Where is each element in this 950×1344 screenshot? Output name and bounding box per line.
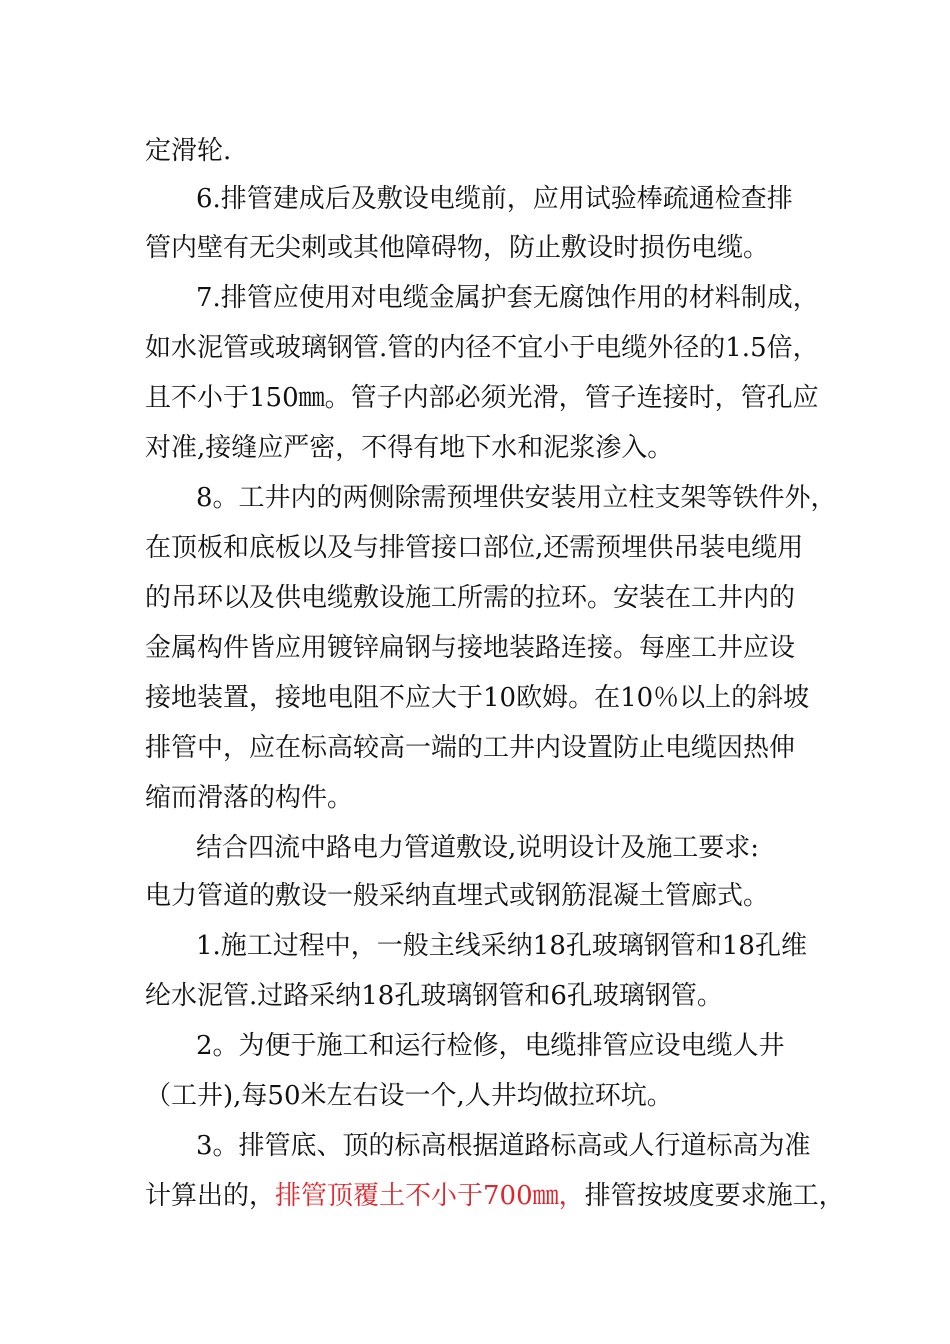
text-line-with-highlight [145,1176,950,1216]
text-line: 管内壁有无尖刺或其他障碍物，防止敷设时损伤电缆。 [145,233,770,263]
text-line: 金属构件皆应用镀锌扁钢与接地装路连接。每座工井应设 [145,633,796,663]
text-line: 如水泥管或玻璃钢管.管的内径不宜小于电缆外径的1.5倍， [145,333,819,363]
text-line: 排管中，应在标高较高一端的工井内设置防止电缆因热伸 [145,733,796,763]
text-line: 8。工井内的两侧除需预埋供安装用立柱支架等铁件外， [196,483,837,513]
text-line: 1.施工过程中，一般主线采纳18孔玻璃钢管和18孔维 [196,931,807,961]
text-line: （工井),每50米左右设一个,人井均做拉环坑。 [145,1081,673,1111]
text-line: 且不小于150㎜。管子内部必须光滑，管子连接时，管孔应 [145,383,819,413]
text-line: 的吊环以及供电缆敷设施工所需的拉环。安装在工井内的 [145,583,796,613]
text-line: 6.排管建成后及敷设电缆前，应用试验棒疏通检查排 [196,184,793,214]
text-line: 结合四流中路电力管道敷设,说明设计及施工要求: [196,833,760,863]
text-line: 2。为便于施工和运行检修，电缆排管应设电缆人井 [196,1031,785,1061]
text-segment: 计算出的， [145,1181,276,1211]
text-line: 在顶板和底板以及与排管接口部位,还需预埋供吊装电缆用 [145,533,804,563]
text-line: 接地装置，接地电阻不应大于10欧姆。在10％以上的斜坡 [145,683,810,713]
text-line: 对准,接缝应严密，不得有地下水和泥浆渗入。 [145,433,674,463]
text-line: 电力管道的敷设一般采纳直埋式或钢筋混凝土管廊式。 [145,881,770,911]
text-line: 纶水泥管.过路采纳18孔玻璃钢管和6孔玻璃钢管。 [145,981,723,1011]
text-line: 7.排管应使用对电缆金属护套无腐蚀作用的材料制成， [196,283,819,313]
text-line: 定滑轮. [145,136,232,166]
text-segment: 排管按坡度要求施工， [584,1181,845,1211]
text-line: 缩而滑落的构件。 [145,783,354,813]
highlighted-requirement: 排管顶覆土不小于700㎜， [275,1181,585,1211]
text-line: 3。排管底、顶的标高根据道路标高或人行道标高为准 [196,1131,811,1161]
